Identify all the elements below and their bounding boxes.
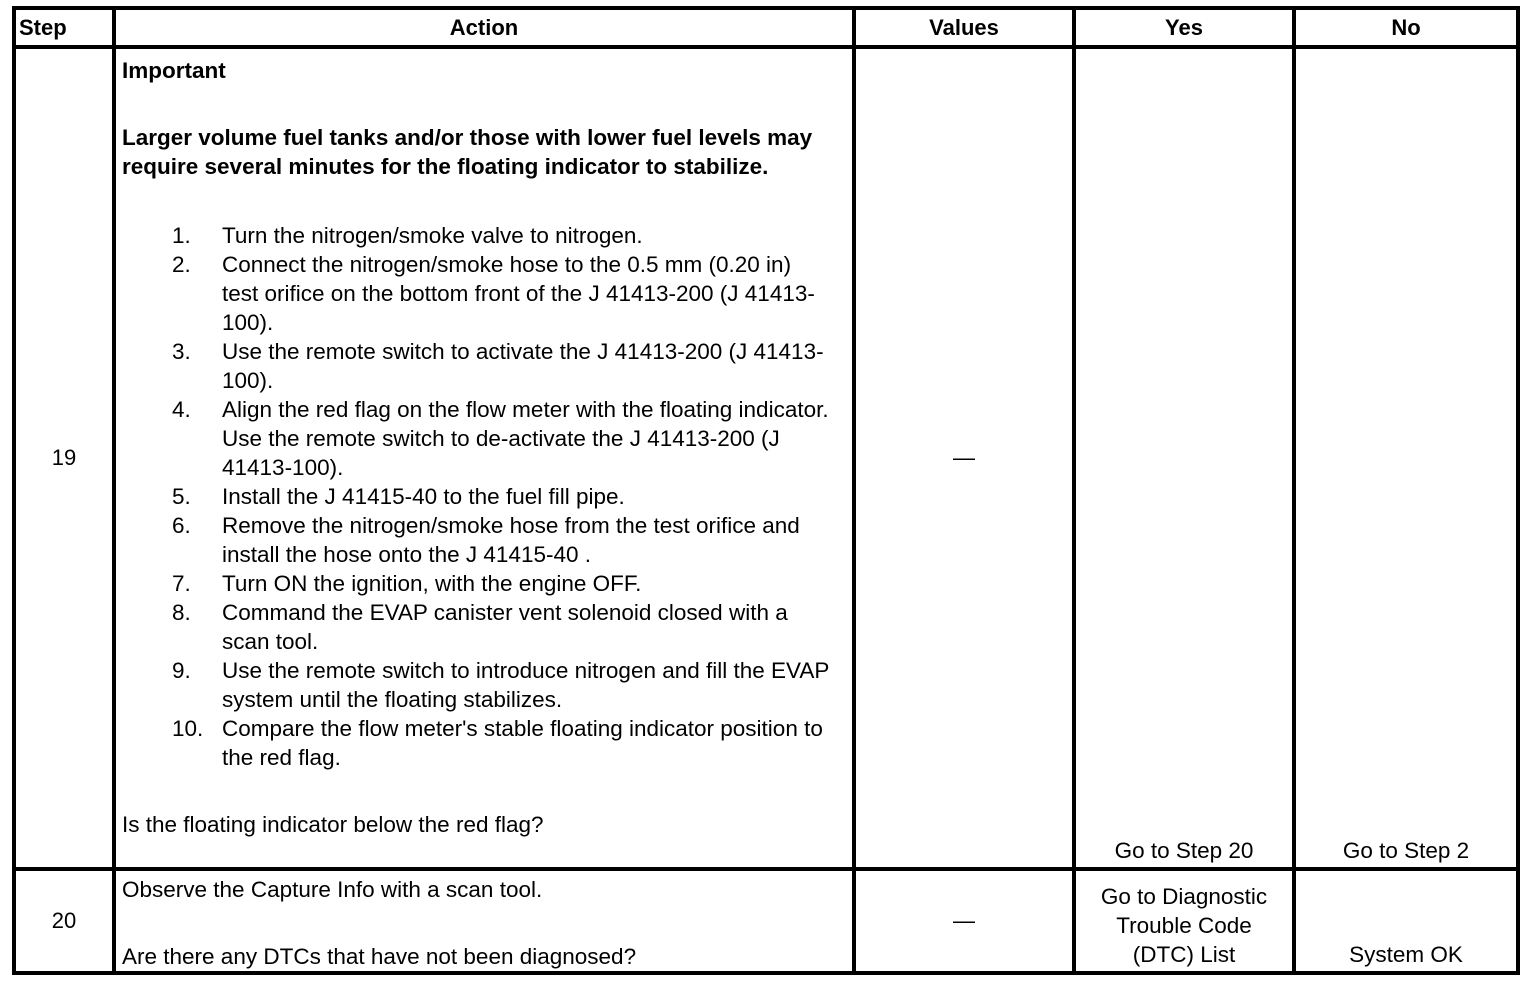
list-item	[122, 511, 832, 569]
list-item	[122, 656, 832, 714]
list-item-text: Remove the nitrogen/smoke hose from the test orifice and install the hose onto the J 41415-40 .	[222, 513, 800, 567]
action-cell	[114, 47, 854, 869]
important-title: Important	[122, 58, 226, 83]
header-values: Values	[854, 8, 1074, 47]
no-cell: Go to Step 2	[1294, 47, 1518, 869]
step-number: 20	[14, 869, 114, 973]
values-cell: —	[854, 869, 1074, 973]
list-item-text: Turn the nitrogen/smoke valve to nitrogen.	[222, 223, 643, 248]
table-row	[14, 869, 1518, 973]
table-row	[14, 47, 1518, 869]
list-item-number: 10.	[172, 716, 204, 741]
header-row	[14, 8, 1518, 47]
list-item-text: Command the EVAP canister vent solenoid closed with a scan tool.	[222, 600, 788, 654]
question-text: Are there any DTCs that have not been diagnosed?	[122, 943, 637, 969]
yes-cell	[1074, 869, 1294, 973]
list-item-text: Install the J 41415-40 to the fuel fill pipe.	[222, 484, 625, 509]
list-item-number: 8.	[172, 600, 191, 625]
action-text: Observe the Capture Info with a scan tool.	[122, 876, 543, 902]
list-item-number: 9.	[172, 658, 191, 683]
header-action: Action	[114, 8, 854, 47]
list-item-number: 3.	[172, 339, 191, 364]
list-item-text: Use the remote switch to activate the J 41413-200 (J 41413-100).	[222, 339, 824, 393]
important-note: Larger volume fuel tanks and/or those with lower fuel levels may require several minutes for the floating indicator to stabilize.	[122, 125, 813, 179]
list-item-number: 4.	[172, 397, 191, 422]
yes-link-text: Go to Diagnostic Trouble Code (DTC) List	[1100, 884, 1268, 967]
list-item	[122, 714, 832, 772]
list-item-number: 6.	[172, 513, 191, 538]
list-item-text: Align the red flag on the flow meter with the floating indicator. Use the remote switch to de-activate the J 41413-200 (J 41413-100).	[222, 397, 829, 480]
list-item	[122, 482, 832, 511]
action-cell	[114, 869, 854, 973]
list-item-text: Connect the nitrogen/smoke hose to the 0.5 mm (0.20 in) test orifice on the bottom front of the J 41413-200 (J 41413-100).	[222, 252, 815, 335]
list-item-text: Use the remote switch to introduce nitrogen and fill the EVAP system until the floating stabilizes.	[222, 658, 829, 712]
question-text: Is the floating indicator below the red flag?	[122, 812, 544, 837]
diagnostic-table	[12, 6, 1520, 975]
list-item	[122, 569, 832, 598]
list-item	[122, 250, 832, 337]
header-step: Step	[14, 8, 114, 47]
step-number: 19	[14, 47, 114, 869]
no-cell: System OK	[1294, 869, 1518, 973]
values-cell: —	[854, 47, 1074, 869]
list-item-number: 5.	[172, 484, 191, 509]
diagnostic-page	[12, 6, 1516, 975]
list-item	[122, 395, 832, 482]
list-item	[122, 598, 832, 656]
list-item-text: Compare the flow meter's stable floating indicator position to the red flag.	[222, 716, 823, 770]
list-item	[122, 221, 832, 250]
list-item-number: 7.	[172, 571, 191, 596]
list-item-number: 1.	[172, 223, 191, 248]
yes-cell: Go to Step 20	[1074, 47, 1294, 869]
header-no: No	[1294, 8, 1518, 47]
procedure-list	[122, 221, 832, 772]
list-item	[122, 337, 832, 395]
list-item-number: 2.	[172, 252, 191, 277]
header-yes: Yes	[1074, 8, 1294, 47]
list-item-text: Turn ON the ignition, with the engine OFF.	[222, 571, 642, 596]
